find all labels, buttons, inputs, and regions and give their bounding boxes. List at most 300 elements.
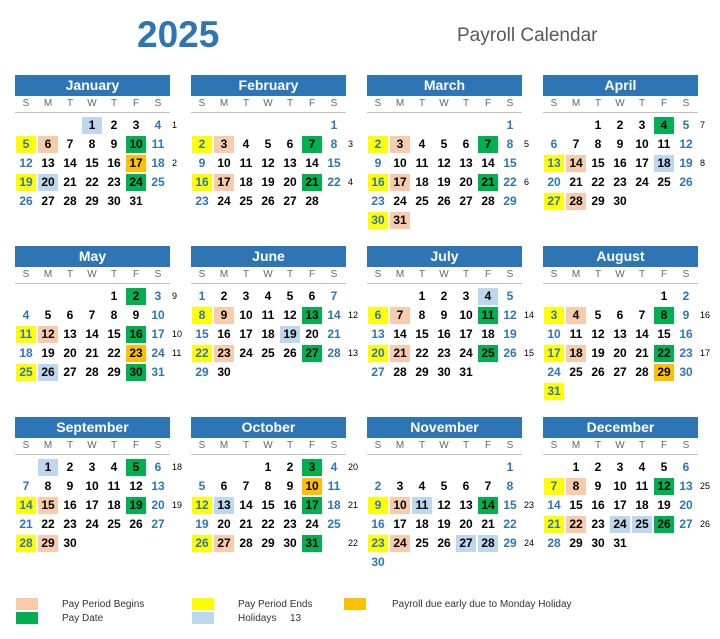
day-cell: 8 [654, 307, 674, 324]
empty-cell [434, 117, 454, 134]
day-cell: 16 [63, 498, 77, 512]
day-cell: 28 [481, 194, 495, 208]
calendar-title: Payroll Calendar [457, 25, 598, 46]
day-cell: 21 [390, 345, 410, 362]
day-cell: 6 [462, 137, 470, 151]
day-cell: 22 [566, 516, 586, 533]
legend-swatch-early-payroll [344, 598, 366, 610]
day-cell: 30 [613, 194, 627, 208]
pay-period-number: 20 [348, 462, 359, 472]
day-cell: 12 [261, 156, 275, 170]
empty-cell [214, 459, 234, 476]
weekday-label: M [571, 440, 581, 451]
day-cell: 28 [305, 194, 319, 208]
legend-swatch-pay-date [16, 612, 38, 624]
day-cell: 24 [151, 346, 165, 360]
day-cell: 24 [85, 517, 99, 531]
day-cell: 25 [151, 175, 165, 189]
day-cell: 18 [151, 156, 165, 170]
weekday-header [191, 96, 346, 113]
weekday-label: M [395, 440, 405, 451]
day-cell: 14 [393, 327, 407, 341]
day-cell: 16 [126, 326, 146, 343]
day-cell: 2 [682, 289, 690, 303]
day-cell: 23 [437, 346, 451, 360]
day-cell: 6 [286, 137, 294, 151]
day-cell: 13 [302, 307, 322, 324]
weekday-label: S [374, 440, 382, 451]
day-cell: 25 [415, 194, 429, 208]
day-cell: 30 [591, 536, 605, 550]
weekday-label: S [154, 440, 162, 451]
month-february [191, 75, 354, 211]
day-cell: 29 [261, 536, 275, 550]
day-cell: 30 [437, 365, 451, 379]
day-cell: 14 [85, 327, 99, 341]
day-cell: 18 [261, 327, 275, 341]
weekday-label: S [682, 269, 690, 280]
day-cell: 7 [638, 308, 646, 322]
day-cell: 18 [415, 517, 429, 531]
day-cell: 13 [459, 156, 473, 170]
day-cell: 29 [503, 194, 517, 208]
empty-cell [544, 117, 564, 134]
day-cell: 2 [286, 460, 294, 474]
day-cell: 29 [85, 194, 99, 208]
day-cell: 1 [660, 289, 668, 303]
weekday-label: T [594, 98, 602, 109]
day-cell: 27 [41, 194, 55, 208]
weekday-label: T [638, 269, 646, 280]
pay-period-number: 6 [524, 177, 530, 187]
weekday-label: T [110, 98, 118, 109]
day-cell: 1 [418, 289, 426, 303]
day-cell: 17 [393, 517, 407, 531]
day-cell: 7 [88, 308, 96, 322]
legend-swatch-pay-period-begins [16, 598, 38, 610]
day-cell: 8 [330, 137, 338, 151]
day-cell: 8 [506, 137, 514, 151]
day-cell: 27 [63, 365, 77, 379]
day-cell: 2 [110, 118, 118, 132]
day-cell: 17 [214, 174, 234, 191]
day-cell: 21 [544, 516, 564, 533]
pay-period-number: 13 [348, 348, 359, 358]
day-cell: 2 [192, 136, 212, 153]
day-cell: 9 [616, 137, 624, 151]
day-cell: 3 [132, 118, 140, 132]
day-cell: 5 [126, 459, 146, 476]
day-cell: 24 [305, 517, 319, 531]
day-grid [367, 287, 522, 382]
day-cell: 11 [151, 137, 165, 151]
day-cell: 7 [242, 479, 250, 493]
day-cell: 3 [390, 136, 410, 153]
pay-period-number: 23 [524, 500, 535, 510]
day-cell: 6 [220, 479, 228, 493]
day-cell: 28 [239, 536, 253, 550]
day-cell: 27 [371, 365, 385, 379]
day-cell: 10 [393, 156, 407, 170]
empty-cell [588, 288, 608, 305]
day-grid [191, 116, 346, 211]
day-cell: 13 [679, 479, 693, 493]
day-cell: 15 [591, 156, 605, 170]
weekday-label: M [395, 269, 405, 280]
day-cell: 13 [613, 327, 627, 341]
day-cell: 19 [126, 497, 146, 514]
day-cell: 25 [261, 346, 275, 360]
day-cell: 3 [396, 479, 404, 493]
day-cell: 26 [503, 346, 517, 360]
day-cell: 8 [418, 308, 426, 322]
day-cell: 1 [110, 289, 118, 303]
day-cell: 16 [283, 498, 297, 512]
day-cell: 24 [390, 535, 410, 552]
empty-cell [478, 117, 498, 134]
day-cell: 24 [239, 346, 253, 360]
day-cell: 16 [591, 498, 605, 512]
month-march [367, 75, 530, 230]
empty-cell [236, 117, 256, 134]
month-header: April [543, 75, 698, 96]
pay-period-number: 18 [172, 462, 183, 472]
empty-cell [16, 459, 36, 476]
weekday-label: S [550, 269, 558, 280]
weekday-header [367, 96, 522, 113]
weekday-label: F [132, 269, 140, 280]
day-cell: 29 [38, 535, 58, 552]
weekday-label: S [330, 440, 338, 451]
day-cell: 25 [327, 517, 341, 531]
day-cell: 24 [635, 175, 649, 189]
day-cell: 3 [154, 289, 162, 303]
empty-cell [368, 288, 388, 305]
day-cell: 6 [154, 460, 162, 474]
day-cell: 27 [679, 517, 693, 531]
legend-swatch-holidays [192, 612, 214, 624]
day-cell: 14 [547, 498, 561, 512]
empty-cell [390, 288, 410, 305]
day-cell: 20 [459, 517, 473, 531]
day-cell: 27 [302, 345, 322, 362]
month-december [543, 417, 711, 553]
day-cell: 31 [390, 212, 410, 229]
day-cell: 22 [415, 346, 429, 360]
day-cell: 23 [368, 535, 388, 552]
weekday-label: T [110, 269, 118, 280]
day-cell: 20 [459, 175, 473, 189]
day-cell: 28 [16, 535, 36, 552]
day-cell: 14 [327, 308, 341, 322]
pay-period-number: 22 [348, 538, 359, 548]
weekday-label: T [110, 440, 118, 451]
weekday-label: F [484, 269, 492, 280]
weekday-header [15, 267, 170, 284]
pay-period-number: 10 [172, 329, 183, 339]
day-cell: 22 [192, 345, 212, 362]
weekday-label: W [87, 269, 97, 280]
day-cell: 2 [594, 460, 602, 474]
day-cell: 16 [437, 327, 451, 341]
weekday-label: S [22, 440, 30, 451]
day-cell: 6 [38, 136, 58, 153]
day-cell: 15 [261, 498, 275, 512]
day-cell: 4 [478, 288, 498, 305]
day-cell: 25 [107, 517, 121, 531]
day-grid [543, 287, 698, 401]
legend-label-pay-date: Pay Date [62, 613, 104, 624]
day-cell: 10 [217, 156, 231, 170]
day-cell: 27 [459, 194, 473, 208]
day-cell: 17 [544, 345, 564, 362]
day-cell: 2 [616, 118, 624, 132]
empty-cell [478, 459, 498, 476]
day-cell: 30 [217, 365, 231, 379]
weekday-label: W [263, 98, 273, 109]
day-cell: 5 [198, 479, 206, 493]
day-cell: 29 [569, 536, 583, 550]
day-cell: 6 [616, 308, 624, 322]
weekday-label: M [43, 440, 53, 451]
empty-cell [368, 117, 388, 134]
empty-cell [38, 288, 58, 305]
day-cell: 24 [459, 346, 473, 360]
weekday-label: W [439, 269, 449, 280]
weekday-label: S [198, 269, 206, 280]
day-cell: 1 [572, 460, 580, 474]
day-cell: 3 [638, 118, 646, 132]
weekday-label: T [66, 269, 74, 280]
weekday-header [191, 438, 346, 455]
day-cell: 17 [239, 327, 253, 341]
day-cell: 10 [239, 308, 253, 322]
day-cell: 12 [38, 326, 58, 343]
day-cell: 11 [569, 327, 583, 341]
day-cell: 16 [679, 327, 693, 341]
day-cell: 22 [654, 345, 674, 362]
day-cell: 9 [198, 156, 206, 170]
weekday-label: W [615, 98, 625, 109]
day-cell: 21 [63, 175, 77, 189]
pay-period-number: 25 [700, 481, 711, 491]
pay-period-number: 26 [700, 519, 711, 529]
weekday-label: W [263, 269, 273, 280]
legend-label-pay-period-begins: Pay Period Begins [62, 599, 145, 610]
weekday-label: M [395, 98, 405, 109]
weekday-label: T [286, 98, 294, 109]
day-cell: 27 [151, 517, 165, 531]
day-cell: 11 [415, 156, 429, 170]
day-cell: 26 [679, 175, 693, 189]
day-cell: 16 [107, 156, 121, 170]
month-july [367, 246, 535, 382]
pay-period-number: 5 [524, 139, 530, 149]
day-cell: 20 [151, 498, 165, 512]
day-grid [15, 458, 170, 553]
day-cell: 15 [569, 498, 583, 512]
day-cell: 21 [85, 346, 99, 360]
day-cell: 6 [368, 307, 388, 324]
day-cell: 13 [214, 497, 234, 514]
weekday-label: W [87, 98, 97, 109]
pay-period-number: 2 [172, 158, 178, 168]
day-cell: 20 [679, 498, 693, 512]
day-cell: 12 [437, 156, 451, 170]
day-cell: 19 [437, 175, 451, 189]
day-cell: 25 [415, 536, 429, 550]
weekday-label: M [219, 440, 229, 451]
day-cell: 17 [459, 327, 473, 341]
day-cell: 8 [192, 307, 212, 324]
weekday-label: T [462, 98, 470, 109]
weekday-header [367, 438, 522, 455]
day-cell: 4 [330, 460, 338, 474]
day-cell: 23 [63, 517, 77, 531]
day-cell: 12 [283, 308, 297, 322]
month-september [15, 417, 183, 553]
day-cell: 30 [63, 536, 77, 550]
day-cell: 2 [374, 479, 382, 493]
day-cell: 21 [569, 175, 583, 189]
legend-label-early-payroll: Payroll due early due to Monday Holiday [392, 599, 572, 610]
day-cell: 1 [82, 117, 102, 134]
day-cell: 7 [22, 479, 30, 493]
month-header: June [191, 246, 346, 267]
day-grid [543, 116, 698, 211]
day-cell: 16 [217, 327, 231, 341]
day-cell: 5 [440, 137, 448, 151]
day-cell: 3 [302, 459, 322, 476]
day-cell: 17 [151, 327, 165, 341]
empty-cell [390, 117, 410, 134]
month-header: November [367, 417, 522, 438]
pay-period-number: 7 [700, 120, 706, 130]
day-cell: 2 [66, 460, 74, 474]
day-cell: 5 [440, 479, 448, 493]
pay-period-number: 4 [348, 177, 354, 187]
day-cell: 23 [195, 194, 209, 208]
day-cell: 1 [594, 118, 602, 132]
day-cell: 10 [302, 478, 322, 495]
day-grid [367, 116, 522, 230]
weekday-label: T [638, 440, 646, 451]
day-cell: 12 [654, 478, 674, 495]
day-cell: 8 [566, 478, 586, 495]
weekday-header [367, 267, 522, 284]
day-cell: 4 [110, 460, 118, 474]
empty-cell [368, 459, 388, 476]
empty-cell [544, 288, 564, 305]
day-cell: 14 [481, 156, 495, 170]
weekday-label: T [66, 98, 74, 109]
day-cell: 11 [239, 156, 253, 170]
empty-cell [390, 459, 410, 476]
day-cell: 28 [63, 194, 77, 208]
day-cell: 22 [107, 346, 121, 360]
day-cell: 20 [217, 517, 231, 531]
day-cell: 30 [371, 555, 385, 569]
month-august [543, 246, 711, 401]
month-header: March [367, 75, 522, 96]
legend-holidays-count: 13 [290, 613, 302, 624]
day-cell: 4 [654, 117, 674, 134]
day-cell: 28 [478, 535, 498, 552]
day-cell: 9 [682, 308, 690, 322]
weekday-label: F [308, 269, 316, 280]
day-cell: 15 [503, 156, 517, 170]
empty-cell [434, 459, 454, 476]
day-cell: 21 [19, 517, 33, 531]
weekday-label: S [550, 98, 558, 109]
weekday-header [15, 96, 170, 113]
day-cell: 6 [66, 308, 74, 322]
weekday-label: S [374, 98, 382, 109]
weekday-label: F [660, 98, 668, 109]
day-cell: 18 [566, 345, 586, 362]
day-cell: 23 [679, 346, 693, 360]
day-cell: 24 [610, 516, 630, 533]
day-cell: 21 [327, 327, 341, 341]
empty-cell [258, 117, 278, 134]
day-cell: 15 [195, 327, 209, 341]
day-cell: 18 [239, 175, 253, 189]
day-cell: 8 [88, 137, 96, 151]
day-cell: 7 [478, 136, 498, 153]
day-cell: 23 [107, 175, 121, 189]
weekday-label: T [462, 440, 470, 451]
day-cell: 6 [308, 289, 316, 303]
weekday-label: T [418, 98, 426, 109]
empty-cell [632, 288, 652, 305]
day-cell: 5 [594, 308, 602, 322]
day-grid [15, 116, 170, 211]
day-cell: 25 [632, 516, 652, 533]
day-cell: 13 [371, 327, 385, 341]
day-cell: 22 [41, 517, 55, 531]
day-cell: 12 [19, 156, 33, 170]
empty-cell [82, 288, 102, 305]
weekday-label: W [615, 269, 625, 280]
day-cell: 16 [192, 174, 212, 191]
empty-cell [456, 117, 476, 134]
day-cell: 30 [679, 365, 693, 379]
day-cell: 29 [195, 365, 209, 379]
day-cell: 24 [217, 194, 231, 208]
day-cell: 6 [550, 137, 558, 151]
weekday-label: T [286, 269, 294, 280]
day-cell: 3 [616, 460, 624, 474]
day-cell: 20 [283, 175, 297, 189]
day-cell: 3 [242, 289, 250, 303]
day-cell: 26 [654, 516, 674, 533]
day-cell: 4 [154, 118, 162, 132]
day-cell: 14 [305, 156, 319, 170]
day-cell: 24 [547, 365, 561, 379]
day-cell: 19 [503, 327, 517, 341]
day-cell: 5 [16, 136, 36, 153]
month-header: August [543, 246, 698, 267]
day-cell: 1 [330, 118, 338, 132]
day-cell: 16 [371, 517, 385, 531]
weekday-label: S [374, 269, 382, 280]
day-cell: 7 [330, 289, 338, 303]
day-cell: 13 [544, 155, 564, 172]
day-cell: 19 [679, 156, 693, 170]
day-cell: 10 [85, 479, 99, 493]
day-cell: 13 [41, 156, 55, 170]
day-cell: 20 [63, 346, 77, 360]
